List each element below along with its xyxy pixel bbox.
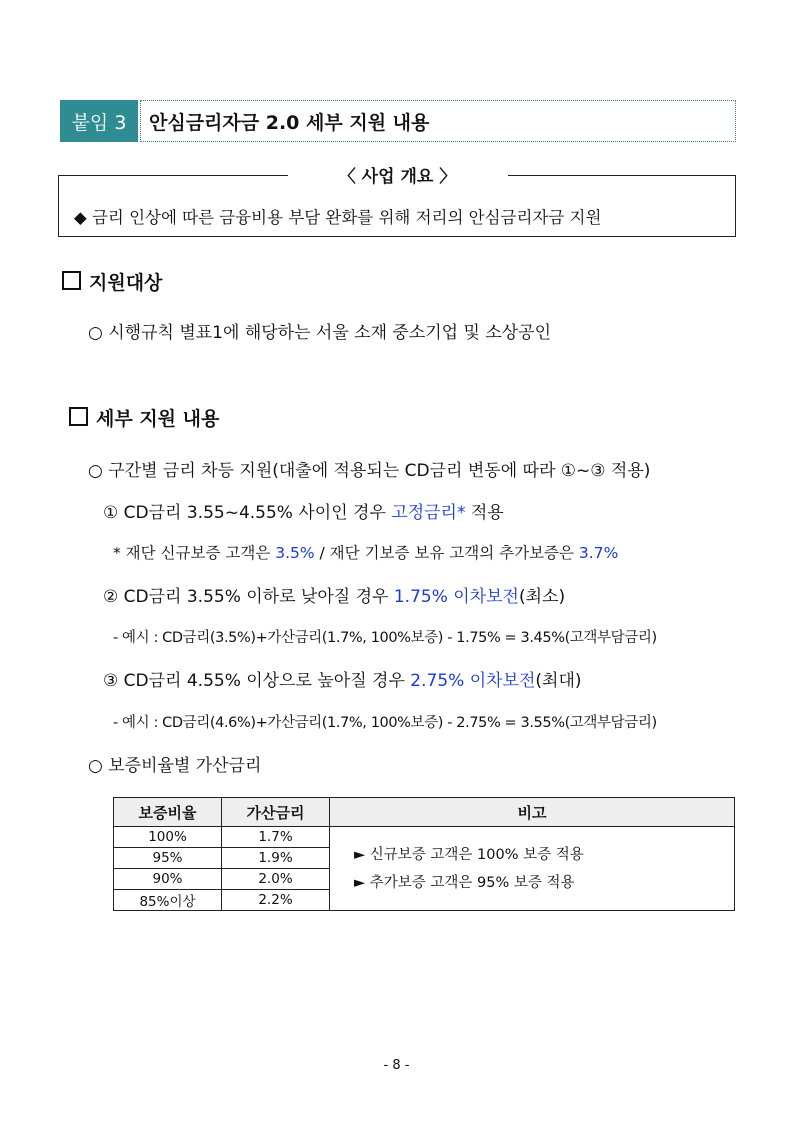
case-1-note bbox=[113, 541, 618, 563]
surcharge-table bbox=[113, 797, 735, 911]
case-1 bbox=[103, 498, 504, 523]
cell-rate: 1.9% bbox=[222, 848, 330, 869]
col-guarantee-ratio: 보증비율 bbox=[114, 798, 222, 827]
diamond-bullet-icon: ◆ bbox=[74, 208, 87, 227]
case-1-text: ① CD금리 3.55~4.55% 사이인 경우 bbox=[103, 503, 392, 523]
note-text-a: * 재단 신규보증 고객은 bbox=[113, 544, 276, 562]
attachment-tag: 붙임 3 bbox=[60, 100, 138, 142]
cell-ratio: 95% bbox=[114, 848, 222, 869]
overview-title: 〈 사업 개요 〉 bbox=[300, 162, 495, 187]
case-3 bbox=[103, 666, 582, 691]
section-detail-label: 세부 지원 내용 bbox=[96, 408, 220, 430]
table-row bbox=[114, 827, 735, 848]
case-3-highlight: 2.75% 이차보전 bbox=[410, 671, 536, 691]
detail-item-surcharge: ○ 보증비율별 가산금리 bbox=[88, 756, 262, 776]
cell-rate: 1.7% bbox=[222, 827, 330, 848]
page-number: - 8 - bbox=[383, 1058, 410, 1073]
case-2 bbox=[103, 582, 565, 607]
checkbox-square-icon bbox=[62, 271, 81, 290]
note-text-c: / 재단 기보증 보유 고객의 추가보증은 bbox=[314, 544, 579, 562]
section-target-heading bbox=[62, 268, 162, 295]
cell-ratio: 85%이상 bbox=[114, 890, 222, 911]
cell-ratio: 90% bbox=[114, 869, 222, 890]
case-3-example: - 예시 : CD금리(4.6%)+가산금리(1.7%, 100%보증) - 2.75% = 3.55%(고객부담금리) bbox=[113, 715, 657, 731]
case-3-suffix: (최대) bbox=[535, 671, 582, 691]
cell-rate: 2.0% bbox=[222, 869, 330, 890]
case-1-suffix: 적용 bbox=[465, 503, 504, 523]
cell-remarks bbox=[330, 827, 735, 911]
case-2-example: - 예시 : CD금리(3.5%)+가산금리(1.7%, 100%보증) - 1.75% = 3.45%(고객부담금리) bbox=[113, 630, 657, 646]
case-2-highlight: 1.75% 이차보전 bbox=[393, 587, 519, 607]
col-remarks: 비고 bbox=[330, 798, 735, 827]
col-surcharge-rate: 가산금리 bbox=[222, 798, 330, 827]
remark-additional-customer: ► 추가보증 고객은 95% 보증 적용 bbox=[354, 874, 575, 891]
cell-rate: 2.2% bbox=[222, 890, 330, 911]
target-item: ○ 시행규칙 별표1에 해당하는 서울 소재 중소기업 및 소상공인 bbox=[88, 323, 552, 343]
table-header-row bbox=[114, 798, 735, 827]
checkbox-square-icon bbox=[69, 407, 88, 426]
detail-item-tiered-rate: ○ 구간별 금리 차등 지원(대출에 적용되는 CD금리 변동에 따라 ①~③ 적용) bbox=[88, 461, 651, 481]
note-rate-new: 3.5% bbox=[275, 544, 315, 562]
case-1-highlight: 고정금리* bbox=[391, 503, 466, 523]
section-target-label: 지원대상 bbox=[89, 272, 163, 294]
remark-new-customer: ► 신규보증 고객은 100% 보증 적용 bbox=[354, 846, 584, 863]
cell-ratio: 100% bbox=[114, 827, 222, 848]
overview-text bbox=[74, 204, 601, 228]
case-3-text: ③ CD금리 4.55% 이상으로 높아질 경우 bbox=[103, 671, 411, 691]
note-rate-additional: 3.7% bbox=[578, 544, 619, 562]
section-detail-heading bbox=[69, 404, 219, 431]
case-2-text: ② CD금리 3.55% 이하로 낮아질 경우 bbox=[103, 587, 394, 607]
overview-description: 금리 인상에 따른 금융비용 부담 완화를 위해 저리의 안심금리자금 지원 bbox=[91, 208, 602, 227]
page-title: 안심금리자금 2.0 세부 지원 내용 bbox=[140, 100, 736, 142]
case-2-suffix: (최소) bbox=[518, 587, 566, 607]
